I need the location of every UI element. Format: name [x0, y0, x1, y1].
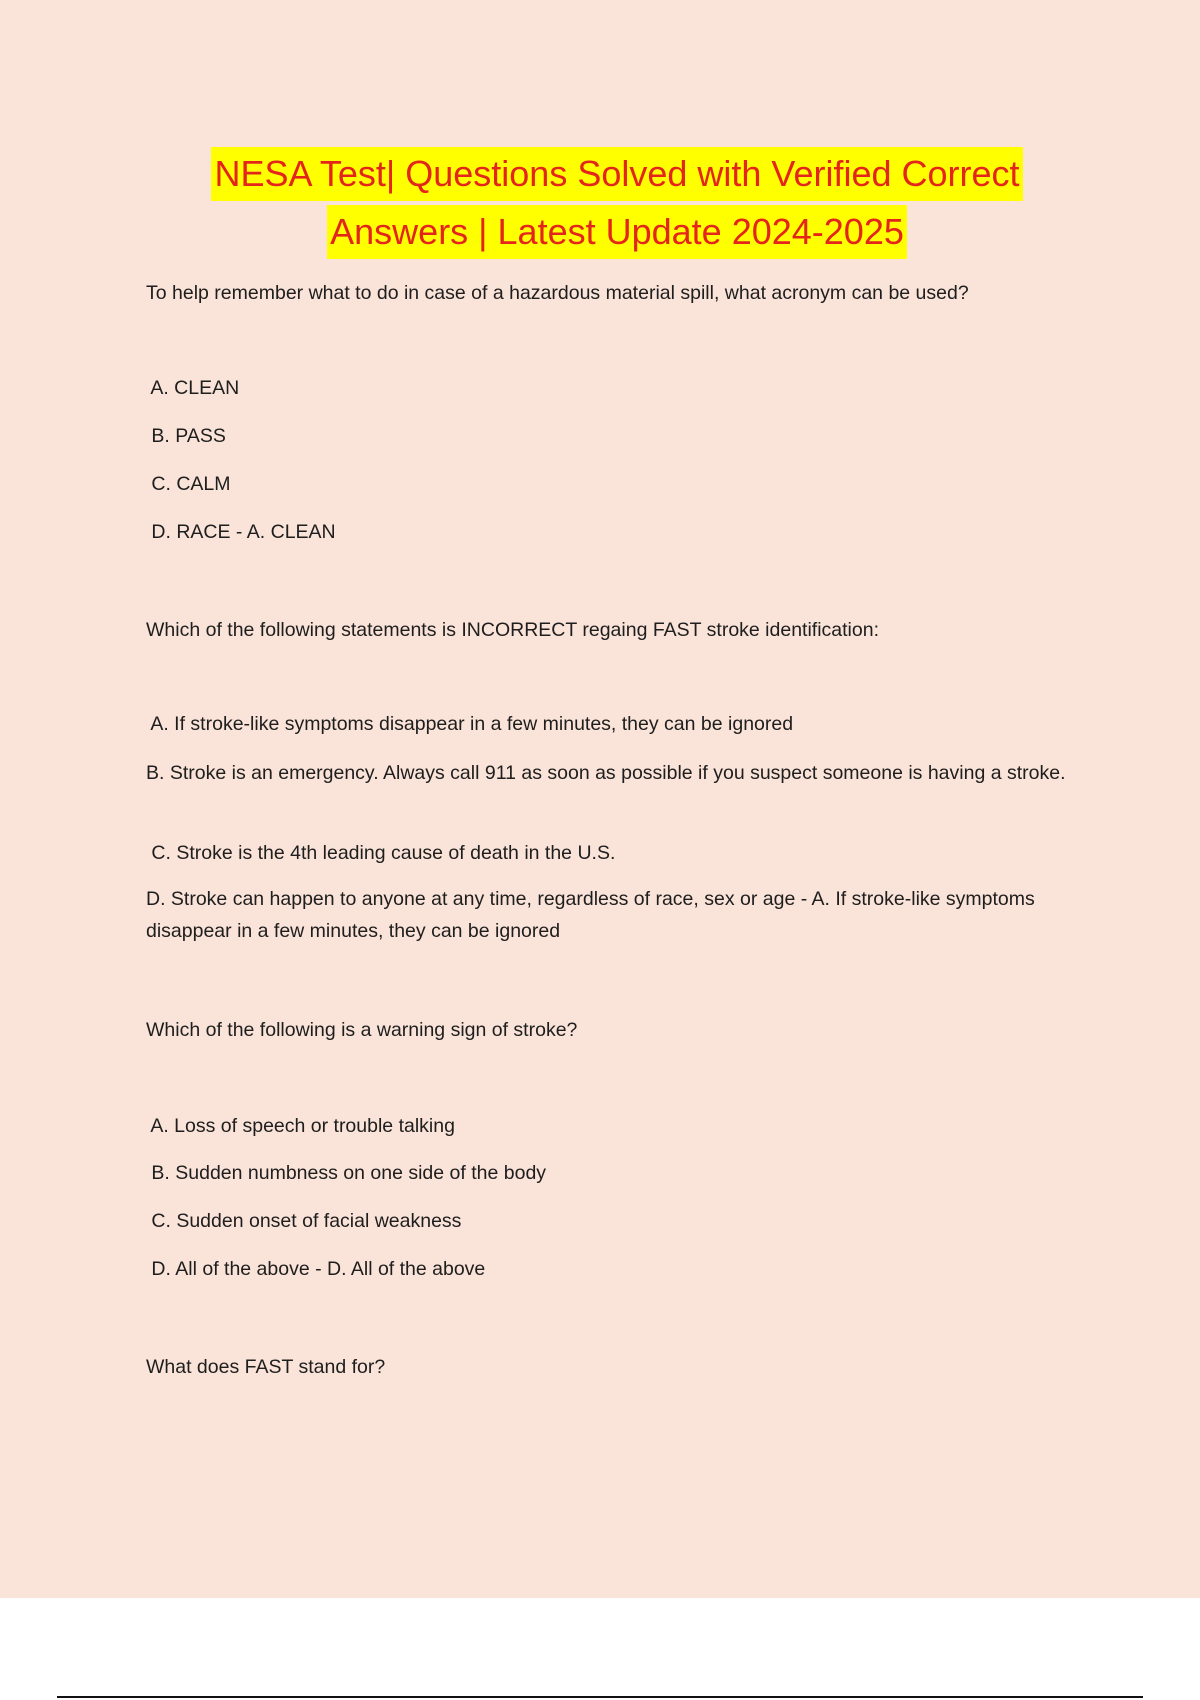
question-3-text: Which of the following is a warning sign of stroke? [146, 1019, 578, 1041]
question-2-option-d-answer: D. Stroke can happen to anyone at any time, regardless of race, sex or age - A. If stroke-like symptoms disappear in a few minutes, they can be ignored [146, 888, 1035, 942]
question-2-option-c: C. Stroke is the 4th leading cause of death in the U.S. [146, 842, 616, 864]
question-3-option-c: C. Sudden onset of facial weakness [146, 1210, 462, 1232]
question-1-option-b: B. PASS [146, 425, 226, 447]
title-line-1: NESA Test| Questions Solved with Verified Correct [211, 147, 1022, 201]
question-2-text: Which of the following statements is INCORRECT regaing FAST stroke identification: [146, 619, 880, 641]
question-3-option-b: B. Sudden numbness on one side of the body [146, 1162, 547, 1184]
question-4-text: What does FAST stand for? [146, 1356, 386, 1378]
question-1-text: To help remember what to do in case of a hazardous material spill, what acronym can be used? [146, 282, 969, 304]
title-line-2: Answers | Latest Update 2024-2025 [327, 205, 907, 259]
question-2-option-b: B. Stroke is an emergency. Always call 911 as soon as possible if you suspect someone is having a stroke. [146, 762, 1066, 784]
page-footer-divider [57, 1696, 1143, 1698]
question-1-option-a: A. CLEAN [146, 377, 240, 399]
question-3-option-d-answer: D. All of the above - D. All of the above [146, 1258, 486, 1280]
question-3-option-a: A. Loss of speech or trouble talking [146, 1115, 455, 1137]
question-2-option-a: A. If stroke-like symptoms disappear in a few minutes, they can be ignored [146, 713, 794, 735]
question-1-option-d-answer: D. RACE - A. CLEAN [146, 521, 336, 543]
question-1-option-c: C. CALM [146, 473, 231, 495]
